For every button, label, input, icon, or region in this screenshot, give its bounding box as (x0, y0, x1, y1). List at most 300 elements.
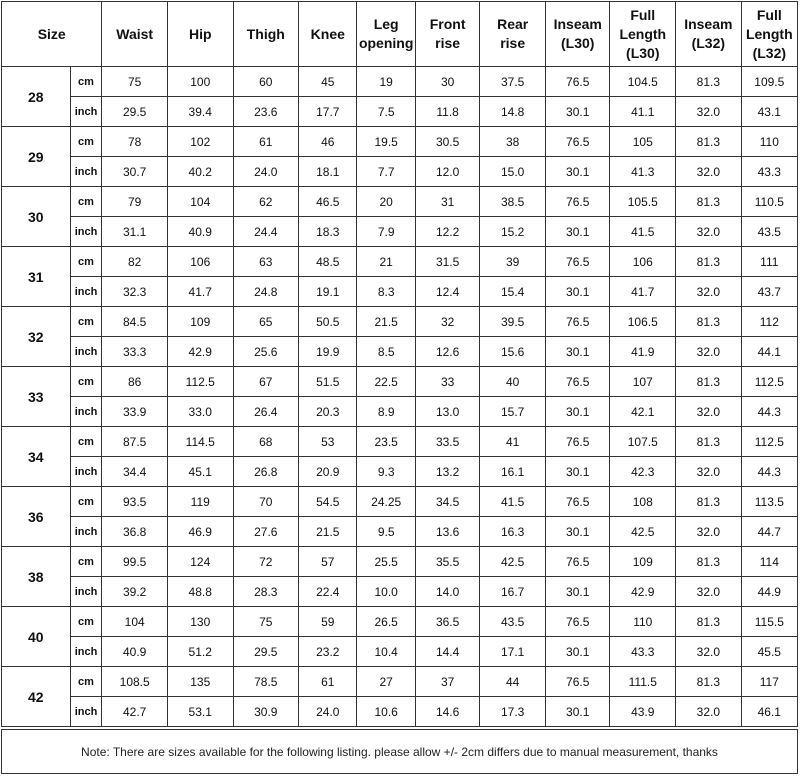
unit-label: inch (70, 457, 102, 487)
measurement-cell: 17.1 (480, 637, 546, 667)
measurement-cell: 24.4 (233, 217, 299, 247)
measurement-cell: 12.0 (415, 157, 480, 187)
measurement-cell: 51.5 (299, 367, 357, 397)
measurement-cell: 26.8 (233, 457, 299, 487)
measurement-cell: 81.3 (676, 487, 742, 517)
measurement-cell: 32.0 (676, 337, 742, 367)
measurement-cell: 41.3 (610, 157, 676, 187)
measurement-cell: 24.0 (299, 697, 357, 727)
size-label: 33 (2, 367, 71, 427)
measurement-cell: 78.5 (233, 667, 299, 697)
unit-label: inch (70, 157, 102, 187)
measurement-cell: 40.2 (167, 157, 233, 187)
table-row (2, 697, 798, 727)
table-header (2, 2, 798, 67)
measurement-cell: 38 (480, 127, 546, 157)
measurement-cell: 30.1 (545, 517, 610, 547)
measurement-cell: 35.5 (415, 547, 480, 577)
measurement-cell: 109.5 (741, 67, 797, 97)
table-row (2, 217, 798, 247)
column-header-text: Waist (116, 25, 154, 42)
size-label: 38 (2, 547, 71, 607)
table-body (2, 67, 798, 727)
column-header-text: Full (756, 6, 782, 23)
measurement-cell: 30.9 (233, 697, 299, 727)
column-header-text: Length (619, 25, 667, 42)
measurement-cell: 19.5 (357, 127, 415, 157)
measurement-cell: 106.5 (610, 307, 676, 337)
measurement-cell: 30.1 (545, 697, 610, 727)
column-header-text: rise (500, 35, 526, 51)
measurement-cell: 93.5 (102, 487, 168, 517)
measurement-cell: 8.5 (357, 337, 415, 367)
measurement-cell: 13.6 (415, 517, 480, 547)
unit-label: inch (70, 97, 102, 127)
measurement-cell: 81.3 (676, 547, 742, 577)
measurement-cell: 10.0 (357, 577, 415, 607)
measurement-cell: 99.5 (102, 547, 168, 577)
unit-label: inch (70, 217, 102, 247)
column-header-text: Front (429, 16, 466, 32)
measurement-cell: 32.0 (676, 457, 742, 487)
measurement-cell: 84.5 (102, 307, 168, 337)
column-header-text: (L32) (691, 35, 726, 51)
measurement-cell: 76.5 (545, 67, 610, 97)
measurement-cell: 17.3 (480, 697, 546, 727)
measurement-cell: 40 (480, 367, 546, 397)
table-row (2, 547, 798, 577)
measurement-cell: 15.4 (480, 277, 546, 307)
measurement-cell: 19.9 (299, 337, 357, 367)
measurement-cell: 30.1 (545, 277, 610, 307)
unit-label: cm (70, 607, 102, 637)
table-row (2, 427, 798, 457)
unit-label: inch (70, 337, 102, 367)
measurement-cell: 42.9 (610, 577, 676, 607)
measurement-cell: 111 (741, 247, 797, 277)
measurement-cell: 41.7 (167, 277, 233, 307)
measurement-cell: 30.1 (545, 157, 610, 187)
measurement-cell: 24.0 (233, 157, 299, 187)
measurement-cell: 62 (233, 187, 299, 217)
column-header-text: Inseam (553, 16, 602, 32)
measurement-note: Note: There are sizes available for the following listing. please allow +/- 2cm differs due to manual measurement, thanks (1, 729, 798, 774)
table-row (2, 667, 798, 697)
measurement-cell: 78 (102, 127, 168, 157)
measurement-cell: 76.5 (545, 307, 610, 337)
measurement-cell: 23.5 (357, 427, 415, 457)
measurement-cell: 111.5 (610, 667, 676, 697)
measurement-cell: 53 (299, 427, 357, 457)
column-header (480, 2, 546, 67)
measurement-cell: 113.5 (741, 487, 797, 517)
measurement-cell: 42.3 (610, 457, 676, 487)
measurement-cell: 23.6 (233, 97, 299, 127)
measurement-cell: 100 (167, 67, 233, 97)
measurement-cell: 36.5 (415, 607, 480, 637)
measurement-cell: 15.6 (480, 337, 546, 367)
measurement-cell: 40.9 (102, 637, 168, 667)
measurement-cell: 44.9 (741, 577, 797, 607)
measurement-cell: 105.5 (610, 187, 676, 217)
table-row (2, 337, 798, 367)
table-row (2, 277, 798, 307)
unit-label: cm (70, 247, 102, 277)
measurement-cell: 32.3 (102, 277, 168, 307)
table-row (2, 67, 798, 97)
table-row (2, 127, 798, 157)
measurement-cell: 12.4 (415, 277, 480, 307)
measurement-cell: 29.5 (233, 637, 299, 667)
measurement-cell: 110.5 (741, 187, 797, 217)
measurement-cell: 65 (233, 307, 299, 337)
column-header (676, 2, 742, 67)
table-row (2, 517, 798, 547)
measurement-cell: 108 (610, 487, 676, 517)
measurement-cell: 124 (167, 547, 233, 577)
measurement-cell: 119 (167, 487, 233, 517)
measurement-cell: 76.5 (545, 607, 610, 637)
unit-label: inch (70, 577, 102, 607)
measurement-cell: 26.4 (233, 397, 299, 427)
measurement-cell: 61 (233, 127, 299, 157)
column-header-text: (L32) (752, 44, 787, 61)
measurement-cell: 16.7 (480, 577, 546, 607)
measurement-cell: 46.1 (741, 697, 797, 727)
unit-label: inch (70, 697, 102, 727)
measurement-cell: 30.1 (545, 97, 610, 127)
measurement-cell: 32.0 (676, 637, 742, 667)
measurement-cell: 72 (233, 547, 299, 577)
column-header-text: Hip (188, 25, 212, 42)
measurement-cell: 32 (415, 307, 480, 337)
measurement-cell: 32.0 (676, 277, 742, 307)
measurement-cell: 76.5 (545, 187, 610, 217)
measurement-cell: 81.3 (676, 67, 742, 97)
unit-label: inch (70, 517, 102, 547)
measurement-cell: 76.5 (545, 367, 610, 397)
measurement-cell: 109 (167, 307, 233, 337)
measurement-cell: 31.5 (415, 247, 480, 277)
column-header-text: Thigh (246, 25, 285, 42)
table-row (2, 487, 798, 517)
measurement-cell: 81.3 (676, 667, 742, 697)
measurement-cell: 33 (415, 367, 480, 397)
measurement-cell: 37.5 (480, 67, 546, 97)
column-header-text: Length (745, 25, 793, 42)
measurement-cell: 81.3 (676, 127, 742, 157)
measurement-cell: 19.1 (299, 277, 357, 307)
measurement-cell: 10.6 (357, 697, 415, 727)
measurement-cell: 44.7 (741, 517, 797, 547)
measurement-cell: 44.1 (741, 337, 797, 367)
column-header-text: opening (358, 35, 414, 51)
measurement-cell: 27 (357, 667, 415, 697)
unit-label: cm (70, 127, 102, 157)
measurement-cell: 106 (167, 247, 233, 277)
column-header (741, 2, 797, 67)
measurement-cell: 17.7 (299, 97, 357, 127)
measurement-cell: 14.4 (415, 637, 480, 667)
measurement-cell: 15.0 (480, 157, 546, 187)
measurement-cell: 41.5 (480, 487, 546, 517)
measurement-cell: 32.0 (676, 157, 742, 187)
measurement-cell: 44.3 (741, 397, 797, 427)
unit-label: cm (70, 667, 102, 697)
measurement-cell: 117 (741, 667, 797, 697)
measurement-cell: 130 (167, 607, 233, 637)
measurement-cell: 22.5 (357, 367, 415, 397)
table-row (2, 247, 798, 277)
measurement-cell: 61 (299, 667, 357, 697)
measurement-cell: 42.9 (167, 337, 233, 367)
measurement-cell: 40.9 (167, 217, 233, 247)
measurement-cell: 32.0 (676, 397, 742, 427)
measurement-cell: 54.5 (299, 487, 357, 517)
column-header (299, 2, 357, 67)
measurement-cell: 110 (610, 607, 676, 637)
measurement-cell: 24.25 (357, 487, 415, 517)
measurement-cell: 44 (480, 667, 546, 697)
measurement-cell: 39 (480, 247, 546, 277)
column-header-text: Leg (373, 16, 399, 32)
measurement-cell: 41.9 (610, 337, 676, 367)
measurement-cell: 48.8 (167, 577, 233, 607)
measurement-cell: 20 (357, 187, 415, 217)
measurement-cell: 104 (102, 607, 168, 637)
table-row (2, 367, 798, 397)
measurement-cell: 30.1 (545, 337, 610, 367)
measurement-cell: 33.3 (102, 337, 168, 367)
unit-label: cm (70, 367, 102, 397)
measurement-cell: 43.5 (741, 217, 797, 247)
measurement-cell: 43.3 (610, 637, 676, 667)
measurement-cell: 13.0 (415, 397, 480, 427)
measurement-cell: 30.1 (545, 457, 610, 487)
table-row (2, 97, 798, 127)
measurement-cell: 53.1 (167, 697, 233, 727)
measurement-cell: 81.3 (676, 187, 742, 217)
measurement-cell: 14.0 (415, 577, 480, 607)
measurement-cell: 25.5 (357, 547, 415, 577)
measurement-cell: 41.7 (610, 277, 676, 307)
measurement-cell: 15.7 (480, 397, 546, 427)
measurement-cell: 86 (102, 367, 168, 397)
measurement-cell: 33.9 (102, 397, 168, 427)
unit-label: cm (70, 67, 102, 97)
measurement-cell: 70 (233, 487, 299, 517)
table-row (2, 607, 798, 637)
measurement-cell: 18.3 (299, 217, 357, 247)
unit-label: cm (70, 487, 102, 517)
measurement-cell: 36.8 (102, 517, 168, 547)
table-row (2, 637, 798, 667)
measurement-cell: 30 (415, 67, 480, 97)
measurement-cell: 10.4 (357, 637, 415, 667)
measurement-cell: 45.1 (167, 457, 233, 487)
size-label: 42 (2, 667, 71, 727)
measurement-cell: 81.3 (676, 307, 742, 337)
unit-label: inch (70, 277, 102, 307)
measurement-cell: 39.4 (167, 97, 233, 127)
measurement-cell: 51.2 (167, 637, 233, 667)
measurement-cell: 9.3 (357, 457, 415, 487)
measurement-cell: 76.5 (545, 127, 610, 157)
measurement-cell: 43.5 (480, 607, 546, 637)
measurement-cell: 26.5 (357, 607, 415, 637)
measurement-cell: 34.4 (102, 457, 168, 487)
measurement-cell: 31 (415, 187, 480, 217)
measurement-cell: 20.9 (299, 457, 357, 487)
measurement-cell: 102 (167, 127, 233, 157)
measurement-cell: 41.5 (610, 217, 676, 247)
measurement-cell: 12.6 (415, 337, 480, 367)
measurement-cell: 135 (167, 667, 233, 697)
measurement-cell: 24.8 (233, 277, 299, 307)
measurement-cell: 45 (299, 67, 357, 97)
column-header (610, 2, 676, 67)
size-label: 34 (2, 427, 71, 487)
column-header (167, 2, 233, 67)
measurement-cell: 110 (741, 127, 797, 157)
unit-label: cm (70, 547, 102, 577)
measurement-cell: 67 (233, 367, 299, 397)
size-label: 29 (2, 127, 71, 187)
measurement-cell: 27.6 (233, 517, 299, 547)
measurement-cell: 9.5 (357, 517, 415, 547)
unit-label: inch (70, 637, 102, 667)
table-row (2, 577, 798, 607)
measurement-cell: 112.5 (741, 427, 797, 457)
measurement-cell: 115.5 (741, 607, 797, 637)
measurement-cell: 7.7 (357, 157, 415, 187)
table-row (2, 307, 798, 337)
measurement-cell: 42.5 (480, 547, 546, 577)
measurement-cell: 75 (102, 67, 168, 97)
measurement-cell: 16.3 (480, 517, 546, 547)
measurement-cell: 82 (102, 247, 168, 277)
measurement-cell: 76.5 (545, 427, 610, 457)
measurement-cell: 63 (233, 247, 299, 277)
unit-label: inch (70, 397, 102, 427)
measurement-cell: 25.6 (233, 337, 299, 367)
column-header-text: Rear (497, 16, 529, 32)
measurement-cell: 30.7 (102, 157, 168, 187)
size-header: Size (2, 2, 102, 67)
measurement-cell: 37 (415, 667, 480, 697)
measurement-cell: 15.2 (480, 217, 546, 247)
column-header-text: Inseam (684, 16, 733, 32)
measurement-cell: 39.5 (480, 307, 546, 337)
measurement-cell: 46.5 (299, 187, 357, 217)
measurement-cell: 60 (233, 67, 299, 97)
measurement-cell: 7.5 (357, 97, 415, 127)
measurement-cell: 32.0 (676, 217, 742, 247)
measurement-cell: 30.1 (545, 217, 610, 247)
measurement-cell: 107 (610, 367, 676, 397)
column-header-text: rise (435, 35, 461, 51)
measurement-cell: 43.7 (741, 277, 797, 307)
measurement-cell: 76.5 (545, 247, 610, 277)
column-header (233, 2, 299, 67)
measurement-cell: 14.6 (415, 697, 480, 727)
measurement-cell: 57 (299, 547, 357, 577)
measurement-cell: 33.5 (415, 427, 480, 457)
measurement-cell: 38.5 (480, 187, 546, 217)
measurement-cell: 81.3 (676, 367, 742, 397)
size-label: 36 (2, 487, 71, 547)
measurement-cell: 8.9 (357, 397, 415, 427)
measurement-cell: 30.1 (545, 397, 610, 427)
table-row (2, 157, 798, 187)
measurement-cell: 108.5 (102, 667, 168, 697)
measurement-cell: 105 (610, 127, 676, 157)
size-label: 32 (2, 307, 71, 367)
measurement-cell: 114.5 (167, 427, 233, 457)
measurement-cell: 33.0 (167, 397, 233, 427)
measurement-cell: 41 (480, 427, 546, 457)
measurement-cell: 46 (299, 127, 357, 157)
measurement-cell: 14.8 (480, 97, 546, 127)
measurement-cell: 7.9 (357, 217, 415, 247)
measurement-cell: 23.2 (299, 637, 357, 667)
measurement-cell: 34.5 (415, 487, 480, 517)
measurement-cell: 46.9 (167, 517, 233, 547)
measurement-cell: 12.2 (415, 217, 480, 247)
measurement-cell: 79 (102, 187, 168, 217)
measurement-cell: 20.3 (299, 397, 357, 427)
measurement-cell: 81.3 (676, 247, 742, 277)
measurement-cell: 81.3 (676, 427, 742, 457)
measurement-cell: 109 (610, 547, 676, 577)
measurement-cell: 114 (741, 547, 797, 577)
measurement-cell: 112 (741, 307, 797, 337)
column-header-text: (L30) (626, 44, 660, 61)
measurement-cell: 28.3 (233, 577, 299, 607)
measurement-cell: 31.1 (102, 217, 168, 247)
column-header-text: (L30) (560, 35, 595, 51)
column-header-text: Knee (310, 25, 345, 42)
measurement-cell: 42.1 (610, 397, 676, 427)
header-row (2, 2, 798, 67)
measurement-cell: 48.5 (299, 247, 357, 277)
unit-label: cm (70, 307, 102, 337)
measurement-cell: 32.0 (676, 97, 742, 127)
measurement-cell: 42.7 (102, 697, 168, 727)
measurement-cell: 43.3 (741, 157, 797, 187)
measurement-cell: 41.1 (610, 97, 676, 127)
column-header (357, 2, 415, 67)
measurement-cell: 18.1 (299, 157, 357, 187)
measurement-cell: 87.5 (102, 427, 168, 457)
measurement-cell: 107.5 (610, 427, 676, 457)
size-label: 30 (2, 187, 71, 247)
measurement-cell: 13.2 (415, 457, 480, 487)
measurement-cell: 30.1 (545, 577, 610, 607)
measurement-cell: 68 (233, 427, 299, 457)
measurement-cell: 19 (357, 67, 415, 97)
measurement-cell: 30.1 (545, 637, 610, 667)
table-row (2, 397, 798, 427)
measurement-cell: 30.5 (415, 127, 480, 157)
measurement-cell: 43.9 (610, 697, 676, 727)
measurement-cell: 32.0 (676, 697, 742, 727)
measurement-cell: 76.5 (545, 547, 610, 577)
measurement-cell: 104.5 (610, 67, 676, 97)
measurement-cell: 29.5 (102, 97, 168, 127)
measurement-cell: 21 (357, 247, 415, 277)
table-row (2, 187, 798, 217)
